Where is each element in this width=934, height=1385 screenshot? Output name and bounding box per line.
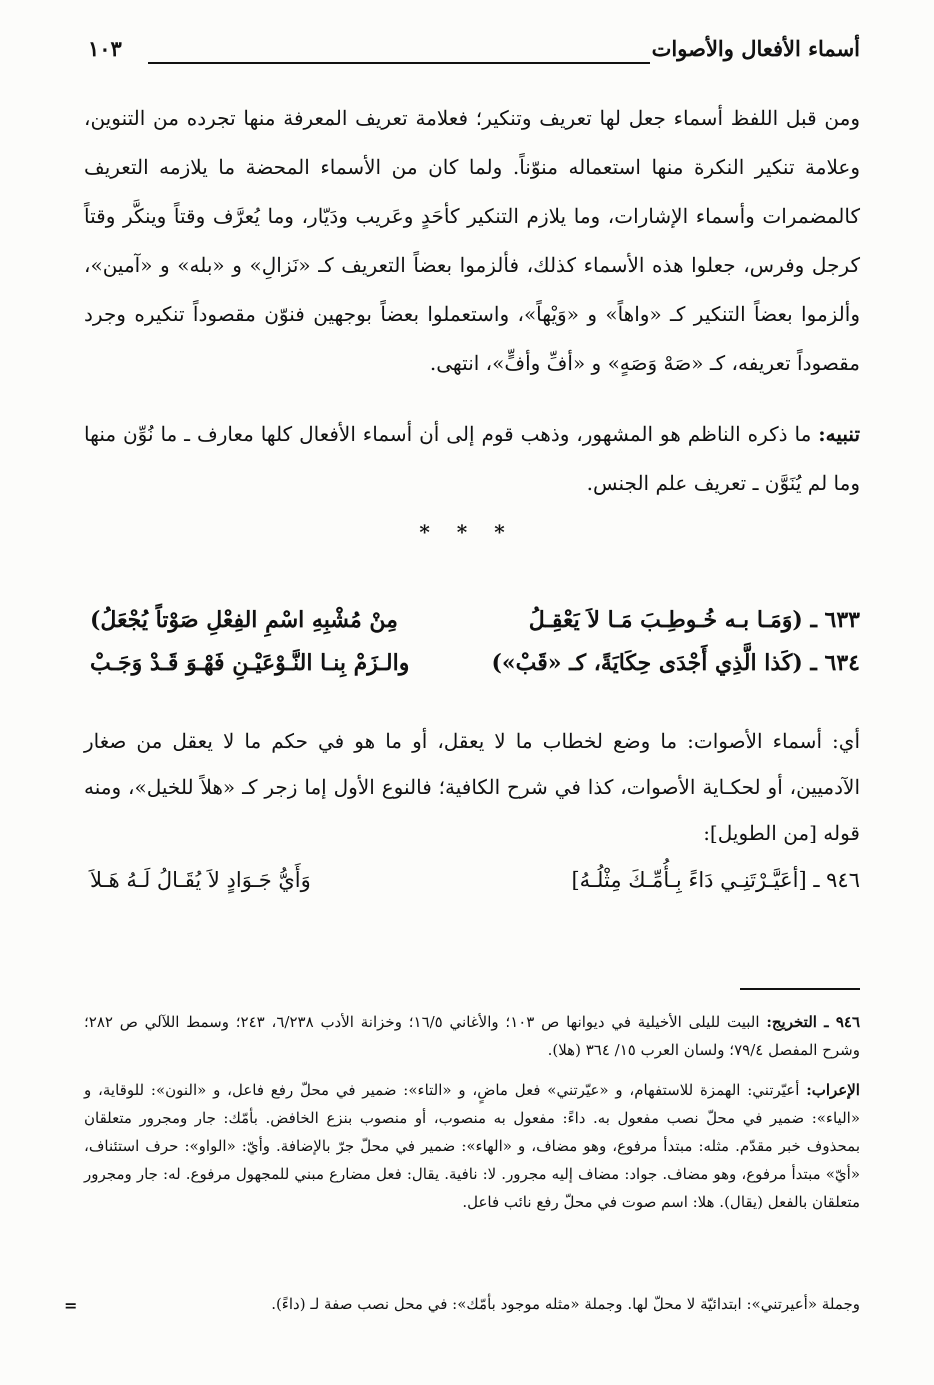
paragraph-1: ومن قبل اللفظ أسماء جعل لها تعريف وتنكير؛ فعلامة تعريف المعرفة منها تجرده من التنوين، وعلامة تنكير النكرة منها استعماله منوّناً. ولما كان من الأسماء المحضة ما يلازمه التعريف كالمضمرات وأسماء الإشارات، وما يلازم التنكير كأحَدٍ وعَريب ودَيّار، وما يُعرَّف وقتاً وينكَّر وقتاً كرجل وفرس، جعلوا هذه الأسماء كذلك، فألزموا بعضاً التعريف كـ «نَزالِ» و «بله» و «آمين»، وألزموا بعضاً التنكير كـ «واهاً» و «وَيْهاً»، واستعملوا بعضاً بوجهين فنوّن مقصوداً تنكيره وجرد مقصوداً تعريفه، كـ «صَهْ وَصَهٍ» و «أفِّ وأفٍّ»، انتهى. — [84, 106, 860, 375]
footnote-takhrij — [84, 1008, 860, 1064]
verse-634-first-hemistich: ٦٣٤ ـ (كَذا الَّذِي أَجْدَى حِكَايَةً، كـ «قَبْ») — [491, 650, 860, 676]
verse-634-second-hemistich: والـزَمْ بِنـا النَّـوْعَيْـنِ فَهْـوَ قَـدْ وَجَـبْ — [90, 650, 410, 676]
takhrij-text: البيت لليلى الأخيلية في ديوانها ص ١٠٣؛ والأغاني ١٦/٥؛ وخزانة الأدب ٦/٢٣٨، ٢٤٣؛ وسمط اللآلي ص ٢٨٢؛ وشرح المفصل ٧٩/٤؛ ولسان العرب ١٥/ ٣٦٤ (هلا). — [84, 1013, 860, 1059]
page-header — [88, 36, 860, 72]
footnote-rule — [740, 988, 860, 990]
verse-633-second-hemistich: مِنْ مُشْبِهِ اسْمِ الفِعْلِ صَوْتاً يُجْعَلُ) — [90, 607, 398, 633]
footnote-last-line: وجملة «أعيرتني»: ابتدائيّة لا محلّ لها. وجملة «مثله موجود بأمّك»: في محل نصب صفة لـ (داءً). — [271, 1295, 860, 1313]
note-label: تنبيه: — [818, 422, 861, 446]
verse-634 — [84, 650, 860, 690]
running-title: أسماء الأفعال والأصوات — [644, 36, 860, 61]
irab-text: أعيّرتني: الهمزة للاستفهام، و «عيّرتني» فعل ماضٍ، و «التاء»: ضمير في محلّ رفع فاعل، و «النون»: للوقاية، و «الياء»: ضمير في محلّ نصب مفعول به. داءً: مفعول به منصوب، أو منصوب بنزع الخافض. بأمّك: جار ومجرور متعلقان بمحذوف خبر مقدّم. مثله: مبتدأ مرفوع، وهو مضاف، و «الهاء»: ضمير في محلّ جرّ بالإضافة. وأيّ: «الواو»: حرف استئناف، «أيّ» مبتدأ مرفوع، وهو مضاف. جواد: مضاف إليه مجرور. لا: نافية. يقال: فعل مضارع مبني للمجهول مرفوع. له: جار ومجرور متعلقان بالفعل (يقال). هلا: اسم صوت في محلّ رفع نائب فاعل. — [84, 1081, 860, 1211]
section-separator: * * * — [419, 520, 515, 544]
note-text: ما ذكره الناظم هو المشهور، وذهب قوم إلى أن أسماء الأفعال كلها معارف ـ ما نُوِّن منها وما لم يُنَوَّن ـ تعريف علم الجنس. — [84, 422, 860, 495]
header-rule — [148, 62, 650, 64]
paragraph-3: أي: أسماء الأصوات: ما وضع لخطاب ما لا يعقل، أو ما هو في حكم ما لا يعقل من صغار الآدميين، أو لحكـاية الأصوات، كذا في شرح الكافية؛ فالنوع الأول إما زجر كـ «هلاً للخيل»، ومنه قوله [من الطويل]: — [84, 729, 860, 845]
page-number: ١٠٣ — [88, 36, 130, 61]
verse-946 — [84, 868, 860, 908]
verse-633-first-hemistich: ٦٣٣ ـ (وَمَـا بـه خُـوطِـبَ مَـا لاَ يَعْقِـلُ — [528, 607, 860, 633]
continuation-mark: = — [64, 1296, 78, 1315]
footnote-irab — [84, 1076, 860, 1216]
irab-label: الإعراب: — [806, 1081, 860, 1099]
verse-633 — [84, 607, 860, 647]
verse-946-second-hemistich: وَأَيُّ جَـوَادٍ لاَ يُقَـالُ لَـهُ هَـلاَ — [90, 868, 311, 892]
verse-946-first-hemistich: ٩٤٦ ـ [أعَيَّـرْتَنِـي دَاءً بِـأُمِّـكَ مِثْلُـهُ] — [571, 868, 860, 892]
note-paragraph — [84, 410, 860, 508]
takhrij-label: ٩٤٦ ـ التخريج: — [766, 1013, 861, 1031]
